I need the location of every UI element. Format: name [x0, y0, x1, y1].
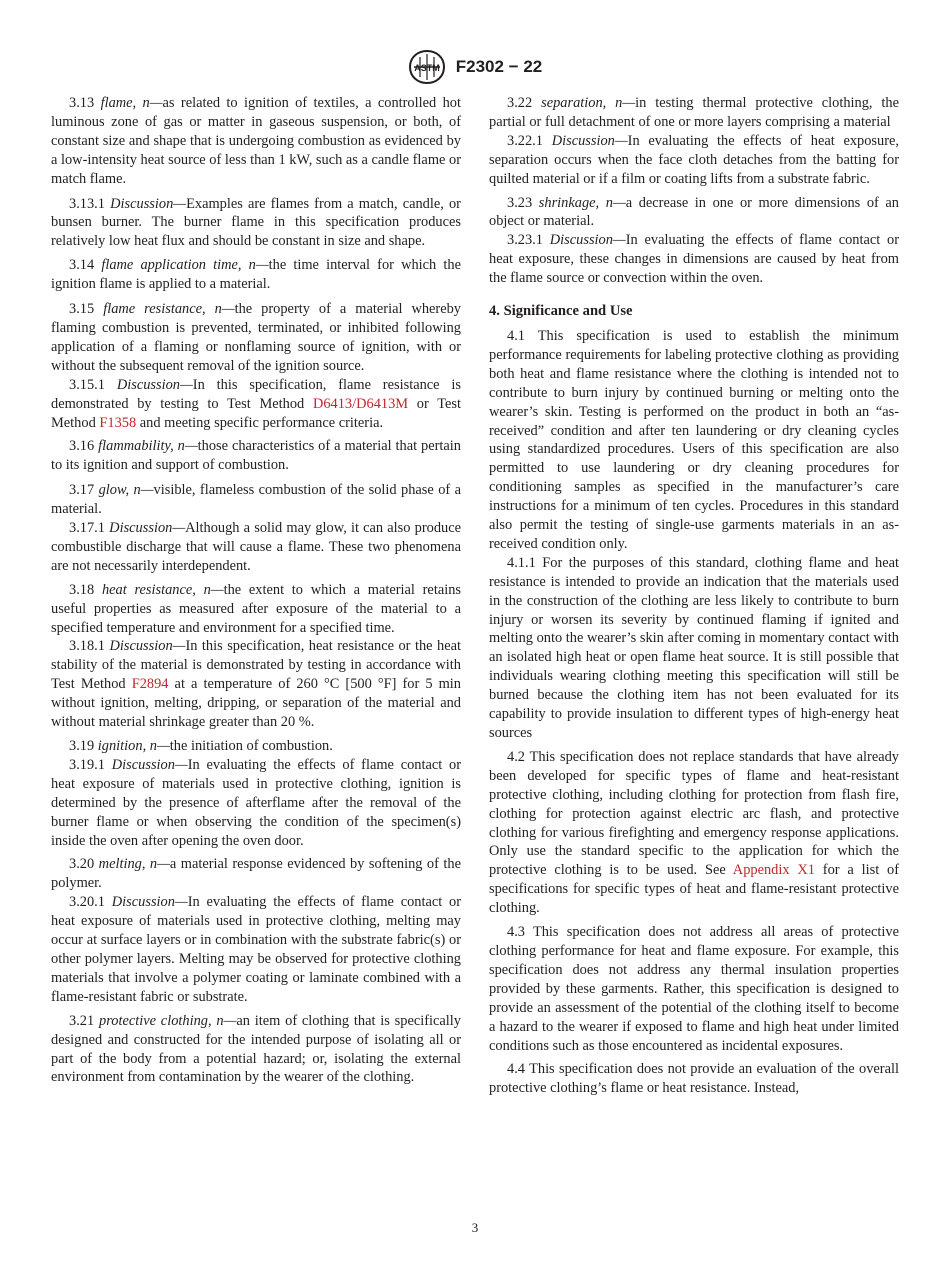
definition-3-17: 3.17 glow, n—visible, flameless combustion of the solid phase of a material. [51, 482, 461, 518]
astm-logo-text: ASTM [414, 63, 440, 73]
discussion-3-20-1: 3.20.1 Discussion—In evaluating the effects of flame contact or heat exposure of materials used in protective clothing, melting may occur at surface layers or in combination with the substrate fabric(s) or other polymer layers. Melting may be observed for protective clothing materials that involve a polymer coating or laminate combined with a flame-resistant fabric or substrate. [51, 894, 461, 1005]
definition-3-21: 3.21 protective clothing, n—an item of clothing that is specifically designed and constructed for the intended purpose of isolating all or part of the body from a potential hazard; or, isolating the external environment from contamination by the wearer of the clothing. [51, 1012, 461, 1086]
definition-3-23: 3.23 shrinkage, n—a decrease in one or more dimensions of an object or material. [489, 194, 899, 230]
paragraph-4-2: 4.2 This specification does not replace standards that have already been developed for specific types of flame and heat-resistant protective clothing, including clothing for protection from flash fire, clothing for protection against electric arc flash, and protective clothing for various firefighting and emergency response applications. Only use the standard specific to the application for which the protective clothing is to be used. See Appendix X1 for a list of specifications for specific types of heat and flame-resistant protective clothing. [489, 748, 900, 917]
paragraph-4-3: 4.3 This specification does not address all areas of protective clothing performance for heat and flame exposure. For example, this specification does not address any thermal insulation properties provided by these garments. Rather, this specification is designed to provide an assessment of the potential of the clothing itself to become a hazard to the wearer if exposed to flame and high heat under limited conditions such as those encountered as incidental exposures. [489, 924, 899, 1054]
paragraph-4-4: 4.4 This specification does not provide an evaluation of the overall protective clothing’s flame or heat resistance. Instead, [489, 1061, 899, 1097]
paragraph-4-1-1: 4.1.1 For the purposes of this standard, clothing flame and heat resistance is intended to provide an indication that the materials used in the construction of the clothing are less likely to contribute to burn injury or worsen its severity by continued flaming if ignited and melting onto the wearer’s skin after coming in momentary contact with an isolated high heat or open flame heat source. It is still possible that individuals wearing clothing meeting this specification will still be burned because the clothing item has not been evaluated for its capability to provide insulation to different types of high-energy heat sources [489, 554, 899, 741]
page-number: 3 [471, 1220, 479, 1235]
paragraph-4-1: 4.1 This specification is used to establish the minimum performance requirements for labeling protective clothing as providing both heat and flame resistance where the clothing is intended not to contribute to burn injury by continued burning or melting onto the wearer’s skin. Testing is performed on the product in both an “as-received” condition and after ten laundering or dry cleaning cycles using standardized procedures. Users of this specification are also permitted to use laundering or dry cleaning procedures for conditioning samples as specified in the manufacturer’s care instructions for a minimum of ten cycles. Procedures in this standard also permit the testing of single-use garments materials in an as-received condition only. [489, 327, 899, 552]
standard-designation: F2302 − 22 [455, 57, 543, 76]
astm-logo-icon [408, 50, 446, 84]
discussion-3-17-1: 3.17.1 Discussion—Although a solid may glow, it can also produce combustible discharge that will cause a flame. These two phenomena are not necessarily interdependent. [51, 520, 461, 574]
definition-3-14: 3.14 flame application time, n—the time interval for which the ignition flame is applied to a material. [51, 257, 461, 293]
link-appendix-x1[interactable]: Appendix X1 [732, 862, 815, 879]
left-column [51, 94, 461, 1093]
right-column [489, 94, 899, 1103]
definition-3-19: 3.19 ignition, n—the initiation of combustion. [69, 738, 333, 754]
discussion-3-22-1: 3.22.1 Discussion—In evaluating the effects of heat exposure, separation occurs when the face cloth detaches from the batting for quilted material or if a film or coating lifts from a substrate fabric. [489, 132, 899, 187]
definition-3-13: 3.13 flame, n—as related to ignition of textiles, a controlled hot luminous zone of gas or matter in gaseous suspension, or both, of constant size and shape that is undergoing combustion as evidenced by a low-intensity heat source of less than 1 kW, such as a candle flame or match flame. [51, 95, 461, 187]
discussion-3-19-1: 3.19.1 Discussion—In evaluating the effects of flame contact or heat exposure of materials used in protective clothing, ignition is determined by the presence of afterflame after the removal of the burner flame or when observing the condition of the specimen(s) inside the oven after opening the oven door. [51, 756, 461, 849]
link-f1358[interactable]: F1358 [99, 414, 137, 431]
discussion-3-23-1: 3.23.1 Discussion—In evaluating the effects of flame contact or heat exposure, these changes in dimensions are caused by heat from the flame source or convection within the oven. [489, 232, 899, 287]
definition-3-16: 3.16 flammability, n—those characteristics of a material that pertain to its ignition and support of combustion. [51, 438, 461, 474]
discussion-3-18-1: 3.18.1 Discussion—In this specification, heat resistance or the heat stability of the material is demonstrated by testing in accordance with Test Method F2894 at a temperature of 260 °C [500 °F] for 5 min without ignition, melting, dripping, or separation of the material and without material shrinkage greater than 20 %. [51, 638, 461, 731]
link-f2894[interactable]: F2894 [131, 676, 169, 693]
link-d6413[interactable]: D6413/D6413M [312, 395, 409, 412]
discussion-3-13-1: 3.13.1 Discussion—Examples are flames from a match, candle, or bunsen burner. The burner flame in this specification produces relatively low heat flux and should be constant in size and shape. [51, 195, 461, 250]
definition-3-22: 3.22 separation, n—in testing thermal protective clothing, the partial or full detachment of one or more layers comprising a material [489, 95, 899, 130]
definition-3-15: 3.15 flame resistance, n—the property of a material whereby flaming combustion is prevented, terminated, or inhibited following application of a flaming or nonflaming source of ignition, with or without the subsequent removal of the ignition source. [51, 301, 461, 374]
definition-3-20: 3.20 melting, n—a material response evidenced by softening of the polymer. [51, 856, 461, 892]
discussion-3-15-1: 3.15.1 Discussion—In this specification, flame resistance is demonstrated by testing to Test Method D6413/D6413M or Test Method F1358 and meeting specific performance criteria. [51, 376, 461, 431]
definition-3-18: 3.18 heat resistance, n—the extent to which a material retains useful properties as measured after exposure of the material to a specified temperature and environment for a specified time. [51, 581, 461, 636]
section-heading: 4. Significance and Use [489, 303, 633, 320]
page-header [0, 50, 950, 84]
